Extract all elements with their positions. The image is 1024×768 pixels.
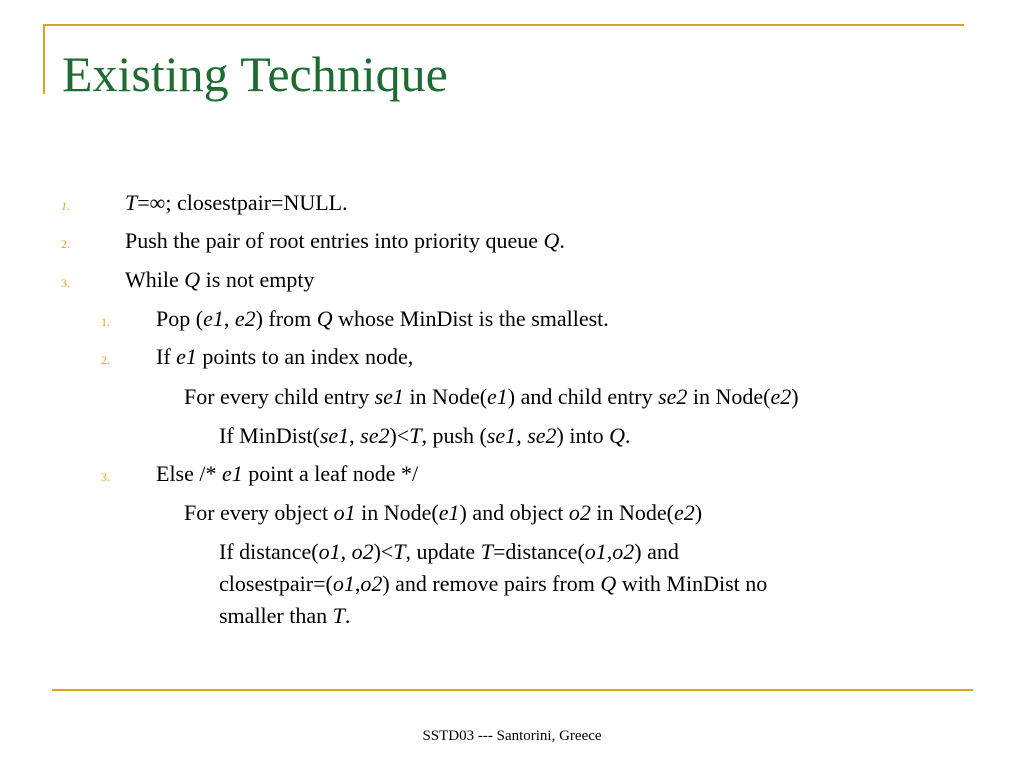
step-text [125,190,348,216]
italic-term: e1 [176,344,197,369]
title-frame-top-line [43,24,964,26]
text-run: ) and remove pairs from [382,571,601,596]
substep-text [156,344,413,370]
text-run: , push ( [421,423,487,448]
italic-term: o1 [318,539,341,564]
italic-term: se1 [374,384,404,409]
text-run: Pop ( [156,306,204,331]
italic-term: e2 [234,306,256,331]
text-run: whose MinDist is the smallest. [332,306,609,331]
nested-body-line [219,571,767,597]
italic-term: Q [184,267,201,292]
text-run: , update [405,539,481,564]
substep-text [156,461,418,487]
text-run: . [624,423,631,448]
text-run: If MinDist( [219,423,320,448]
text-run: Else /* [156,461,222,486]
text-run: , [606,539,613,564]
italic-term: T [125,190,138,215]
italic-term: e1 [438,500,460,525]
italic-term: T [409,423,422,448]
text-run: While [125,267,185,292]
text-run: ) [791,384,799,409]
italic-term: e2 [673,500,695,525]
step-text [125,267,314,293]
text-run: in Node( [355,500,439,525]
italic-term: o1 [584,539,607,564]
italic-term: T [393,539,406,564]
text-run: ) and child entry [507,384,659,409]
italic-term: Q [609,423,625,448]
footer-divider [52,689,973,691]
italic-term: o2 [612,539,635,564]
text-run: point a leaf node */ [242,461,419,486]
step-number: 1. [61,199,70,213]
text-run: points to an index node, [196,344,414,369]
italic-term: T [332,603,345,628]
text-run: closestpair=( [219,571,333,596]
nested-body-line [219,423,630,449]
step-number: 3. [61,276,70,290]
italic-term: e1 [222,461,243,486]
italic-term: e1 [487,384,508,409]
nested-loop-line [184,384,799,410]
slide-footer: SSTD03 --- Santorini, Greece [422,728,602,744]
text-run: Push the pair of root entries into priority queue [125,228,544,253]
italic-term: se2 [527,423,557,448]
italic-term: o2 [360,571,383,596]
slide-title: Existing Technique [62,46,448,102]
substep-text [156,306,609,332]
text-run: smaller than [219,603,333,628]
text-run: . [344,603,351,628]
italic-term: o1 [333,500,356,525]
title-frame-left-line [43,24,45,94]
text-run: For every child entry [184,384,375,409]
text-run: If [156,344,177,369]
italic-term: Q [543,228,560,253]
italic-term: e1 [203,306,224,331]
text-run: , [516,423,528,448]
nested-body-line [219,539,679,565]
italic-term: o2 [351,539,374,564]
italic-term: se1 [486,423,517,448]
text-run: in Node( [403,384,488,409]
text-run: ) into [556,423,610,448]
text-run: For every object [184,500,334,525]
text-run: If distance( [219,539,319,564]
text-run: , [223,306,235,331]
text-run: ) and [634,539,679,564]
text-run: , [340,539,352,564]
text-run: ) from [255,306,317,331]
nested-body-line [219,603,350,629]
italic-term: se1 [319,423,350,448]
step-number: 2. [61,237,70,251]
italic-term: se2 [658,384,688,409]
text-run: is not empty [200,267,315,292]
text-run: in Node( [687,384,771,409]
text-run: =∞; closestpair=NULL. [137,190,348,215]
text-run: ) [694,500,703,525]
text-run: )< [389,423,410,448]
text-run: , [354,571,361,596]
italic-term: o1 [332,571,355,596]
text-run: with MinDist no [616,571,768,596]
italic-term: T [480,539,493,564]
italic-term: e2 [770,384,792,409]
italic-term: o2 [568,500,591,525]
italic-term: se2 [360,423,390,448]
nested-loop-line [184,500,702,526]
substep-number: 2. [101,353,110,367]
text-run: )< [373,539,394,564]
text-run: =distance( [492,539,585,564]
substep-number: 1. [101,315,110,329]
text-run: ) and object [459,500,569,525]
step-text [125,228,565,254]
text-run: in Node( [590,500,674,525]
italic-term: Q [600,571,617,596]
substep-number: 3. [101,470,110,484]
text-run: . [559,228,565,253]
text-run: , [349,423,361,448]
italic-term: Q [316,306,333,331]
